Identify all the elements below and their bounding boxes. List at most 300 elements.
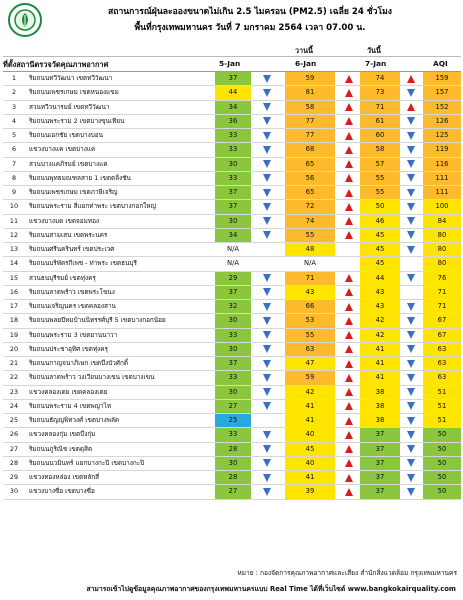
value-7-jan: 38	[360, 400, 400, 413]
arrow-up-icon	[407, 103, 415, 111]
today-label: วันนี้	[367, 46, 381, 55]
table-top-labels	[3, 44, 461, 56]
arrow-up-icon	[345, 217, 353, 225]
value-7-jan: 58	[360, 143, 400, 156]
page-subtitle: พื้นที่กรุงเทพมหานคร วันที่ 7 มกราคม 2564 เวลา 07.00 น.	[134, 23, 366, 33]
trend-1	[257, 172, 277, 185]
trend-2	[339, 386, 359, 399]
trend-3	[401, 272, 421, 285]
value-6-jan: 39	[285, 485, 335, 498]
value-5-jan: 28	[215, 443, 251, 456]
value-5-jan: 30	[215, 386, 251, 399]
trend-3	[401, 314, 421, 327]
station-name: แขวงบางมด เขตจอมทอง	[29, 216, 100, 225]
trend-1	[257, 471, 277, 484]
table-row	[3, 129, 461, 143]
trend-1	[257, 243, 277, 256]
yesterday-label: วานนี้	[295, 46, 313, 55]
value-6-jan: 40	[285, 457, 335, 470]
station-name: ริมถนนเจริญนคร เขตคลองสาน	[29, 302, 116, 310]
trend-2	[339, 329, 359, 342]
trend-2	[339, 428, 359, 441]
arrow-up-icon	[345, 89, 353, 97]
trend-2	[339, 115, 359, 128]
station-name: ริมถนนพุทธมณฑลสาย 1 เขตตลิ่งชัน	[29, 173, 131, 182]
row-number: 22	[9, 373, 19, 382]
value-5-jan: 33	[215, 129, 251, 142]
arrow-up-icon	[345, 331, 353, 339]
table-row	[3, 471, 461, 485]
trend-3	[401, 357, 421, 370]
arrow-down-icon	[407, 231, 415, 239]
table-row	[3, 172, 461, 186]
table-row	[3, 300, 461, 314]
value-5-jan: 37	[215, 286, 251, 299]
trend-3	[401, 115, 421, 128]
trend-1	[257, 72, 277, 85]
value-7-jan: 42	[360, 314, 400, 327]
bma-logo	[8, 3, 42, 37]
value-5-jan: 32	[215, 300, 251, 313]
value-6-jan: 77	[285, 115, 335, 128]
station-name: สวนบางแคภิรมย์ เขตบางแค	[29, 159, 108, 168]
arrow-up-icon	[345, 360, 353, 368]
table-row	[3, 215, 461, 229]
row-number: 12	[9, 230, 19, 239]
table-row	[3, 72, 461, 86]
trend-1	[257, 257, 277, 270]
arrow-down-icon	[407, 132, 415, 140]
value-5-jan: 37	[215, 72, 251, 85]
value-aqi: 63	[423, 371, 461, 384]
table-header	[3, 56, 461, 72]
value-7-jan: 57	[360, 158, 400, 171]
value-7-jan: 44	[360, 272, 400, 285]
value-aqi: 84	[423, 215, 461, 228]
value-5-jan: 29	[215, 272, 251, 285]
table-row	[3, 115, 461, 129]
arrow-up-icon	[345, 445, 353, 453]
value-aqi: 67	[423, 314, 461, 327]
station-name: สวนทวีวนารมย์ เขตทวีวัฒนา	[29, 102, 110, 111]
footer-note: สามารถเข้าไปดูข้อมูลคุณภาพอากาศของกรุงเทพมหานครแบบ Real Time ได้ที่เว็บไซต์ www.bangkokairquality.com	[86, 585, 456, 593]
trend-3	[401, 158, 421, 171]
arrow-down-icon	[407, 274, 415, 282]
station-name: ริมถนนพระราม 4 เขตพญาไท	[29, 401, 112, 410]
table-row	[3, 357, 461, 371]
arrow-up-icon	[345, 203, 353, 211]
arrow-down-icon	[263, 117, 271, 125]
arrow-down-icon	[263, 345, 271, 353]
page-title: สถานการณ์ฝุ่นละอองขนาดไม่เกิน 2.5 ไมครอน (PM2.5) เฉลี่ย 24 ชั่วโมง	[108, 7, 392, 17]
table-row	[3, 158, 461, 172]
value-5-jan: 30	[215, 457, 251, 470]
value-5-jan: 33	[215, 172, 251, 185]
value-aqi: 51	[423, 414, 461, 427]
trend-1	[257, 286, 277, 299]
value-7-jan: 43	[360, 286, 400, 299]
trend-3	[401, 343, 421, 356]
trend-3	[401, 443, 421, 456]
trend-1	[257, 357, 277, 370]
trend-3	[401, 129, 421, 142]
arrow-down-icon	[407, 331, 415, 339]
value-7-jan: 50	[360, 200, 400, 213]
table-body	[3, 72, 461, 500]
value-5-jan: 30	[215, 215, 251, 228]
row-number: 30	[9, 487, 19, 496]
row-number: 11	[9, 216, 19, 225]
row-number: 21	[9, 359, 19, 367]
value-aqi: 50	[423, 428, 461, 441]
trend-3	[401, 186, 421, 199]
table-row	[3, 343, 461, 357]
station-name: ริมถนนธัญญพิทวงศ์ เขตบางพลัด	[29, 416, 120, 424]
trend-2	[339, 215, 359, 228]
table-row	[3, 386, 461, 400]
arrow-down-icon	[407, 488, 415, 496]
trend-2	[339, 272, 359, 285]
value-7-jan: 60	[360, 129, 400, 142]
row-number: 4	[11, 116, 17, 125]
row-number: 29	[9, 473, 19, 481]
value-7-jan: 42	[360, 329, 400, 342]
arrow-down-icon	[263, 331, 271, 339]
trend-3	[401, 243, 421, 256]
value-7-jan: 45	[360, 257, 400, 270]
trend-2	[339, 371, 359, 384]
trend-1	[257, 485, 277, 498]
row-number: 9	[11, 188, 17, 196]
arrow-down-icon	[263, 217, 271, 225]
table-row	[3, 229, 461, 243]
value-5-jan: N/A	[215, 243, 251, 256]
value-6-jan: 66	[285, 300, 335, 313]
trend-2	[339, 243, 359, 256]
table-row	[3, 457, 461, 471]
arrow-up-icon	[345, 117, 353, 125]
arrow-down-icon	[263, 89, 271, 97]
value-aqi: 111	[423, 186, 461, 199]
value-6-jan: 72	[285, 200, 335, 213]
row-number: 15	[9, 273, 19, 282]
arrow-down-icon	[407, 459, 415, 467]
trend-3	[401, 286, 421, 299]
table-row	[3, 257, 461, 271]
table-row	[3, 485, 461, 499]
row-number: 8	[11, 173, 17, 182]
value-5-jan: 33	[215, 329, 251, 342]
arrow-down-icon	[263, 174, 271, 182]
trend-1	[257, 428, 277, 441]
row-number: 26	[9, 430, 19, 439]
arrow-down-icon	[407, 317, 415, 325]
value-5-jan: 34	[215, 229, 251, 242]
station-name: แขวงคลองเตย เขตคลองเตย	[29, 387, 108, 396]
value-aqi: 50	[423, 471, 461, 484]
table-row	[3, 200, 461, 214]
trend-1	[257, 272, 277, 285]
station-name: สวนธนบุรีรมย์ เขตทุ่งครุ	[29, 273, 96, 282]
trend-3	[401, 400, 421, 413]
arrow-down-icon	[263, 388, 271, 396]
value-5-jan: 33	[215, 371, 251, 384]
value-aqi: 80	[423, 229, 461, 242]
trend-1	[257, 115, 277, 128]
value-6-jan: N/A	[285, 257, 335, 270]
table-row	[3, 143, 461, 157]
value-5-jan: 33	[215, 143, 251, 156]
table-row	[3, 329, 461, 343]
arrow-up-icon	[345, 189, 353, 197]
row-number: 23	[9, 387, 19, 396]
arrow-down-icon	[407, 146, 415, 154]
arrow-down-icon	[263, 75, 271, 83]
value-5-jan: 33	[215, 428, 251, 441]
arrow-up-icon	[345, 417, 353, 425]
row-number: 18	[9, 316, 19, 325]
arrow-down-icon	[407, 388, 415, 396]
trend-2	[339, 471, 359, 484]
arrow-down-icon	[407, 360, 415, 368]
trend-1	[257, 101, 277, 114]
trend-1	[257, 229, 277, 242]
table-row	[3, 186, 461, 200]
arrow-down-icon	[407, 246, 415, 254]
trend-3	[401, 229, 421, 242]
row-number: 3	[11, 102, 17, 111]
value-aqi: 51	[423, 386, 461, 399]
value-6-jan: 81	[285, 86, 335, 99]
arrow-down-icon	[407, 174, 415, 182]
leaf-icon	[13, 8, 37, 32]
trend-3	[401, 172, 421, 185]
aqi-table	[3, 44, 461, 500]
trend-2	[339, 357, 359, 370]
arrow-down-icon	[263, 317, 271, 325]
arrow-up-icon	[345, 402, 353, 410]
trend-1	[257, 371, 277, 384]
trend-2	[339, 414, 359, 427]
value-7-jan: 45	[360, 243, 400, 256]
value-aqi: 50	[423, 443, 461, 456]
trend-3	[401, 215, 421, 228]
arrow-up-icon	[345, 146, 353, 154]
arrow-down-icon	[263, 103, 271, 111]
arrow-down-icon	[263, 360, 271, 368]
value-7-jan: 71	[360, 101, 400, 114]
arrow-down-icon	[407, 160, 415, 168]
station-name: ริมถนนลาดพร้าว เขตพระโขนง	[29, 287, 115, 296]
arrow-down-icon	[407, 374, 415, 382]
trend-2	[339, 300, 359, 313]
arrow-up-icon	[407, 75, 415, 83]
table-row	[3, 314, 461, 328]
value-aqi: 100	[423, 200, 461, 213]
arrow-up-icon	[345, 388, 353, 396]
trend-3	[401, 86, 421, 99]
arrow-up-icon	[345, 274, 353, 282]
station-name: ริมถนนเอกชัย เขตบางบอน	[29, 131, 103, 139]
value-7-jan: 41	[360, 371, 400, 384]
trend-1	[257, 443, 277, 456]
value-aqi: 111	[423, 172, 461, 185]
trend-3	[401, 457, 421, 470]
value-6-jan: 48	[285, 243, 335, 256]
value-5-jan: 30	[215, 343, 251, 356]
header-7-jan: 7-Jan	[365, 59, 387, 68]
trend-2	[339, 101, 359, 114]
table-row	[3, 86, 461, 100]
table-row	[3, 414, 461, 428]
trend-3	[401, 329, 421, 342]
value-aqi: 126	[423, 115, 461, 128]
arrow-up-icon	[345, 132, 353, 140]
trend-1	[257, 400, 277, 413]
row-number: 14	[9, 259, 19, 268]
value-6-jan: 59	[285, 72, 335, 85]
arrow-down-icon	[263, 203, 271, 211]
trend-2	[339, 143, 359, 156]
arrow-up-icon	[345, 459, 353, 467]
value-6-jan: 77	[285, 129, 335, 142]
arrow-up-icon	[345, 474, 353, 482]
arrow-down-icon	[263, 132, 271, 140]
arrow-down-icon	[407, 431, 415, 439]
arrow-down-icon	[263, 402, 271, 410]
trend-1	[257, 329, 277, 342]
arrow-down-icon	[263, 374, 271, 382]
trend-2	[339, 257, 359, 270]
value-6-jan: 41	[285, 471, 335, 484]
trend-2	[339, 286, 359, 299]
station-name: ริมถนนนวมินทร์ แยกบางกะปิ เขตบางกะปิ	[29, 458, 145, 467]
value-7-jan: 41	[360, 357, 400, 370]
arrow-up-icon	[345, 317, 353, 325]
value-6-jan: 42	[285, 386, 335, 399]
value-7-jan: 37	[360, 457, 400, 470]
arrow-down-icon	[263, 488, 271, 496]
value-7-jan: 46	[360, 215, 400, 228]
value-7-jan: 38	[360, 414, 400, 427]
value-5-jan: N/A	[215, 257, 251, 270]
value-6-jan: 43	[285, 286, 335, 299]
value-aqi: 159	[423, 72, 461, 85]
station-name: แขวงคลองกุ่ม เขตบึงกุ่ม	[29, 430, 96, 439]
table-row	[3, 443, 461, 457]
header	[0, 0, 463, 44]
trend-1	[257, 343, 277, 356]
arrow-down-icon	[407, 303, 415, 311]
arrow-down-icon	[263, 431, 271, 439]
row-number: 24	[9, 401, 19, 410]
value-aqi: 51	[423, 400, 461, 413]
arrow-up-icon	[345, 345, 353, 353]
value-7-jan: 55	[360, 186, 400, 199]
trend-1	[257, 300, 277, 313]
trend-2	[339, 172, 359, 185]
trend-2	[339, 314, 359, 327]
station-name: ริมถนนเพชรเกษม เขตหนองแขม	[29, 88, 119, 97]
trend-2	[339, 129, 359, 142]
trend-1	[257, 86, 277, 99]
value-6-jan: 65	[285, 158, 335, 171]
value-5-jan: 36	[215, 115, 251, 128]
arrow-down-icon	[263, 288, 271, 296]
value-5-jan: 28	[215, 471, 251, 484]
trend-2	[339, 343, 359, 356]
value-aqi: 125	[423, 129, 461, 142]
value-5-jan: 25	[215, 414, 251, 427]
value-6-jan: 45	[285, 443, 335, 456]
value-aqi: 80	[423, 257, 461, 270]
value-aqi: 116	[423, 158, 461, 171]
station-name: ริมถนนเพชรเกษม เขตภาษีเจริญ	[29, 188, 118, 196]
value-6-jan: 55	[285, 229, 335, 242]
row-number: 19	[9, 330, 19, 339]
arrow-up-icon	[345, 160, 353, 168]
station-name: ริมถนนประชาอุทิศ เขตทุ่งครุ	[29, 344, 108, 353]
value-6-jan: 63	[285, 343, 335, 356]
arrow-down-icon	[407, 474, 415, 482]
trend-2	[339, 443, 359, 456]
arrow-down-icon	[407, 445, 415, 453]
arrow-down-icon	[263, 160, 271, 168]
station-name: ริมถนนพระราม 3 เขตยานนาวา	[29, 330, 118, 339]
arrow-down-icon	[263, 146, 271, 154]
row-number: 28	[9, 458, 19, 467]
trend-1	[257, 143, 277, 156]
arrow-down-icon	[407, 345, 415, 353]
trend-2	[339, 158, 359, 171]
arrow-down-icon	[407, 217, 415, 225]
value-6-jan: 41	[285, 414, 335, 427]
arrow-down-icon	[263, 459, 271, 467]
value-7-jan: 38	[360, 386, 400, 399]
trend-2	[339, 400, 359, 413]
trend-2	[339, 457, 359, 470]
value-aqi: 50	[423, 485, 461, 498]
table-row	[3, 272, 461, 286]
row-number: 25	[9, 416, 19, 424]
row-number: 27	[9, 444, 19, 453]
station-name: แขวงบางซื่อ เขตบางซื่อ	[29, 487, 95, 496]
trend-1	[257, 414, 277, 427]
value-6-jan: 53	[285, 314, 335, 327]
value-aqi: 63	[423, 357, 461, 370]
value-6-jan: 56	[285, 172, 335, 185]
trend-3	[401, 101, 421, 114]
row-number: 17	[9, 302, 19, 310]
value-aqi: 152	[423, 101, 461, 114]
row-number: 2	[11, 88, 17, 97]
value-aqi: 63	[423, 343, 461, 356]
arrow-down-icon	[407, 189, 415, 197]
value-6-jan: 55	[285, 329, 335, 342]
trend-2	[339, 200, 359, 213]
arrow-down-icon	[263, 303, 271, 311]
station-name: ริมถนนทวีวัฒนา เขตทวีวัฒนา	[29, 74, 113, 82]
station-name: ริมถนนภูริณิช เขตดุสิต	[29, 444, 93, 453]
trend-1	[257, 386, 277, 399]
arrow-down-icon	[407, 402, 415, 410]
trend-3	[401, 386, 421, 399]
station-name: แขวงทองหล่อง เขตหลักสี่	[29, 473, 100, 481]
value-5-jan: 37	[215, 357, 251, 370]
arrow-up-icon	[345, 374, 353, 382]
trend-2	[339, 229, 359, 242]
header-aqi: AQI	[433, 59, 448, 68]
